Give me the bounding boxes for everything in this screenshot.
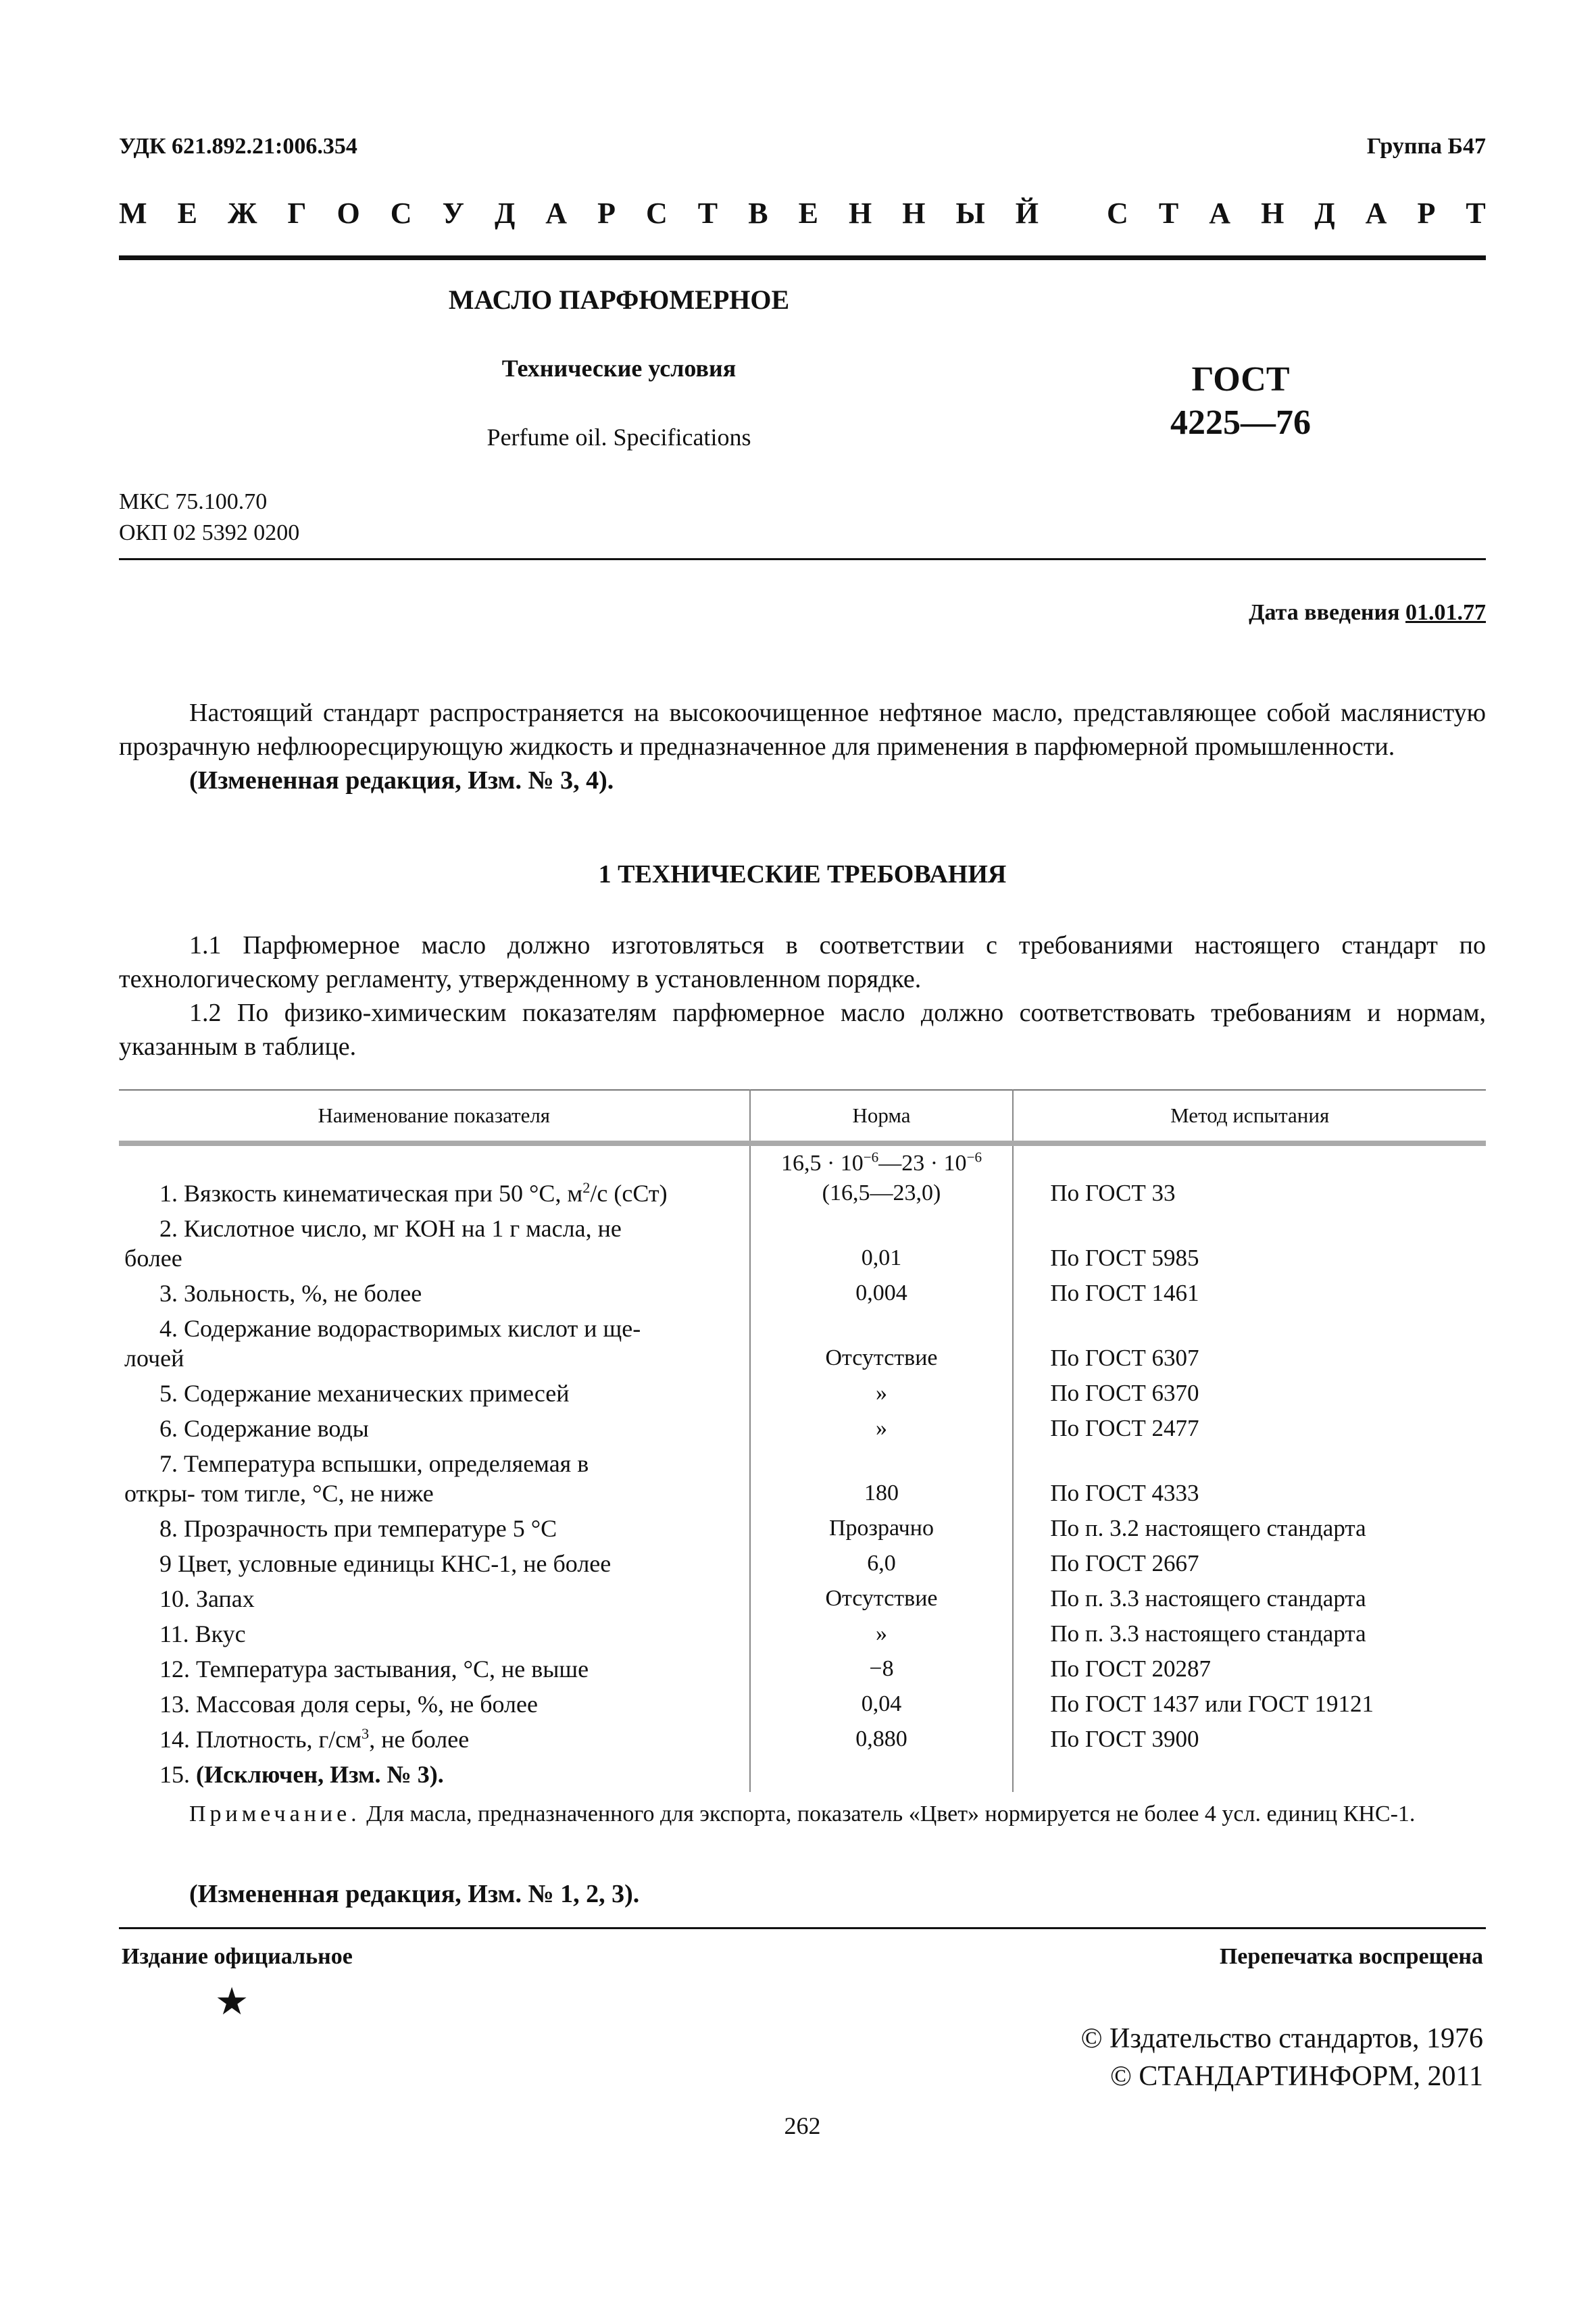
udk-code: УДК 621.892.21:006.354 <box>119 134 357 159</box>
official-edition-label: Издание официальное <box>122 1944 353 1969</box>
banner-letter: Р <box>597 197 616 230</box>
column-header-norm: Норма <box>750 1090 1014 1143</box>
introduction-date <box>1249 600 1486 626</box>
gost-number <box>1112 358 1369 445</box>
banner-letter: В <box>748 197 768 230</box>
copyright-line-2: © СТАНДАРТИНФОРМ, 2011 <box>1110 2061 1483 2092</box>
row-name: 13. Массовая доля серы, %, не более <box>159 1691 538 1718</box>
banner-letter: Ы <box>955 197 985 230</box>
table-row <box>119 1411 1486 1446</box>
okp-code: ОКП 02 5392 0200 <box>119 520 300 545</box>
table-row <box>119 1211 1486 1276</box>
interstate-standard-banner <box>119 196 1486 230</box>
banner-letter: Т <box>1466 197 1486 230</box>
banner-letter: Н <box>1261 197 1285 230</box>
row-norm: Прозрачно <box>750 1511 1014 1546</box>
intro-paragraph <box>119 696 1486 797</box>
row-method: По ГОСТ 2667 <box>1013 1546 1486 1581</box>
star-icon: ★ <box>215 1981 249 2023</box>
table-row <box>119 1722 1486 1757</box>
classification-codes <box>119 487 299 549</box>
row-norm: » <box>750 1376 1014 1411</box>
document-page <box>119 0 1486 2315</box>
row-name: 14. Плотность, $г/см^3$, не более <box>159 1725 470 1753</box>
banner-letter: А <box>545 197 568 230</box>
row-method: По ГОСТ 6370 <box>1013 1376 1486 1411</box>
table-row <box>119 1651 1486 1687</box>
table-row <box>119 1616 1486 1651</box>
column-header-name: Наименование показателя <box>318 1103 551 1127</box>
document-title-english: Perfume oil. Specifications <box>487 424 751 451</box>
paragraph-1-1: 1.1 Парфюмерное масло должно изготовляться в соответствии с требованиями настоящего стандарт по технологическому регламенту, утвержденному в установленном порядке. <box>119 931 1486 993</box>
paragraph-1-2: 1.2 По физико-химическим показателям парфюмерное масло должно соответствовать требованиям и нормам, указанным в таблице. <box>119 999 1486 1061</box>
banner-letter: Р <box>1417 197 1436 230</box>
footer-rule <box>119 1927 1486 1929</box>
banner-letter: Т <box>1158 197 1179 230</box>
row-name: 5. Содержание механических примесей <box>159 1380 570 1407</box>
banner-letter: Е <box>177 197 197 230</box>
row-norm: 0,004 <box>750 1276 1014 1311</box>
table-header-row <box>119 1090 1486 1143</box>
row-norm: 0,880 <box>750 1722 1014 1757</box>
row-name: 10. Запах <box>159 1585 255 1612</box>
table-row <box>119 1511 1486 1546</box>
banner-letter: О <box>336 197 360 230</box>
group-code: Группа Б47 <box>1366 134 1486 159</box>
row-name: 7. Температура вспышки, определяемая в откры- том тигле, °С, не ниже <box>124 1450 589 1507</box>
document-subtitle: Технические условия <box>501 355 737 382</box>
note-label: Примечание. <box>189 1801 361 1826</box>
row-name: 2. Кислотное число, мг КОН на 1 г масла, не более <box>124 1215 622 1272</box>
banner-letter: А <box>1209 197 1231 230</box>
gost-label: ГОСТ <box>1191 360 1290 399</box>
banner-letter: С <box>645 197 668 230</box>
gost-code: 4225—76 <box>1170 403 1311 442</box>
row-method: По п. 3.3 настоящего стандарта <box>1013 1616 1486 1651</box>
table-row <box>119 1376 1486 1411</box>
row-name: 8. Прозрачность при температуре 5 °С <box>159 1515 557 1542</box>
banner-letter: Т <box>697 197 718 230</box>
row-norm: » <box>750 1616 1014 1651</box>
column-header-method: Метод испытания <box>1013 1090 1486 1143</box>
header-rule <box>119 255 1486 260</box>
banner-letter: Н <box>902 197 926 230</box>
banner-letter: С <box>1107 197 1128 230</box>
row-norm: Отсутствие <box>750 1581 1014 1616</box>
row-norm <box>750 1757 1014 1792</box>
row-norm: » <box>750 1411 1014 1446</box>
banner-letter: Д <box>494 197 516 230</box>
row-norm: 0,01 <box>750 1211 1014 1276</box>
row-method: По ГОСТ 1437 или ГОСТ 19121 <box>1013 1687 1486 1722</box>
banner-letter: А <box>1365 197 1387 230</box>
document-title: МАСЛО ПАРФЮМЕРНОЕ <box>448 284 790 315</box>
row-name: 1. Вязкость кинематическая при 50 °С, $м^2/с$ (сСт) <box>159 1179 668 1207</box>
row-name: 12. Температура застывания, °С, не выше <box>159 1656 589 1683</box>
row-norm: 0,04 <box>750 1687 1014 1722</box>
table-row <box>119 1757 1486 1792</box>
table-row <box>119 1446 1486 1511</box>
specification-table <box>119 1089 1486 1792</box>
table-row <box>119 1687 1486 1722</box>
page-number: 262 <box>784 2112 821 2139</box>
row-norm: 180 <box>750 1446 1014 1511</box>
table-row <box>119 1311 1486 1376</box>
reprint-prohibited-label: Перепечатка воспрещена <box>1219 1944 1483 1969</box>
row-method: По п. 3.2 настоящего стандарта <box>1013 1511 1486 1546</box>
row-norm: −8 <box>750 1651 1014 1687</box>
table-row <box>119 1276 1486 1311</box>
banner-letter: Е <box>798 197 818 230</box>
banner-letter: Ж <box>227 197 257 230</box>
row-method: По п. 3.3 настоящего стандарта <box>1013 1581 1486 1616</box>
section-paragraphs <box>119 928 1486 1064</box>
intro-amendment: (Измененная редакция, Изм. № 3, 4). <box>189 766 614 795</box>
amendment-note: (Измененная редакция, Изм. № 1, 2, 3). <box>189 1880 640 1908</box>
banner-letter: У <box>442 197 464 230</box>
banner-letter: Й <box>1015 197 1039 230</box>
table-row <box>119 1581 1486 1616</box>
row-method: По ГОСТ 3900 <box>1013 1722 1486 1757</box>
row-norm: $16,5 \cdot 10^{-6}—23 \cdot 10^{-6}$ (16,5—23,0) <box>750 1143 1014 1211</box>
row-method: По ГОСТ 33 <box>1013 1143 1486 1211</box>
row-name: 6. Содержание воды <box>159 1415 369 1442</box>
codes-rule <box>119 558 1486 560</box>
header-row <box>119 134 1486 159</box>
introduction-date-value: 01.01.77 <box>1405 600 1486 625</box>
introduction-date-label: Дата введения <box>1249 600 1405 625</box>
table-row <box>119 1143 1486 1211</box>
row-name: 4. Содержание водорастворимых кислот и ще- лочей <box>124 1315 641 1372</box>
row-method: По ГОСТ 6307 <box>1013 1311 1486 1376</box>
row-method: По ГОСТ 20287 <box>1013 1651 1486 1687</box>
banner-letter: Н <box>848 197 872 230</box>
note-text: Для масла, предназначенного для экспорта, показатель «Цвет» нормируется не более 4 усл. единиц КНС-1. <box>360 1801 1416 1826</box>
row-name: 11. Вкус <box>159 1620 246 1647</box>
row-method <box>1013 1757 1486 1792</box>
intro-text: Настоящий стандарт распространяется на высокоочищенное нефтяное масло, представляющее собой маслянистую прозрачную нефлюоресцирующую жидкость и предназначенное для применения в парфюмерной промышленности. <box>119 699 1486 761</box>
row-norm: 6,0 <box>750 1546 1014 1581</box>
banner-letter: Г <box>287 197 307 230</box>
table-row <box>119 1546 1486 1581</box>
section-heading: 1 ТЕХНИЧЕСКИЕ ТРЕБОВАНИЯ <box>598 860 1007 889</box>
row-name: 15. (Исключен, Изм. № 3). <box>159 1761 444 1788</box>
banner-letter: М <box>119 197 147 230</box>
banner-letter: Д <box>1314 197 1335 230</box>
row-method: По ГОСТ 5985 <box>1013 1211 1486 1276</box>
row-name: 3. Зольность, %, не более <box>159 1280 422 1307</box>
copyright-line-1: © Издательство стандартов, 1976 <box>1080 2023 1483 2054</box>
row-method: По ГОСТ 4333 <box>1013 1446 1486 1511</box>
banner-letter: С <box>390 197 412 230</box>
table-note <box>119 1799 1486 1830</box>
row-method: По ГОСТ 2477 <box>1013 1411 1486 1446</box>
row-norm: Отсутствие <box>750 1311 1014 1376</box>
row-name: 9 Цвет, условные единицы КНС-1, не более <box>159 1550 612 1577</box>
row-method: По ГОСТ 1461 <box>1013 1276 1486 1311</box>
banner-gap <box>1069 196 1076 230</box>
mks-code: МКС 75.100.70 <box>119 489 268 514</box>
